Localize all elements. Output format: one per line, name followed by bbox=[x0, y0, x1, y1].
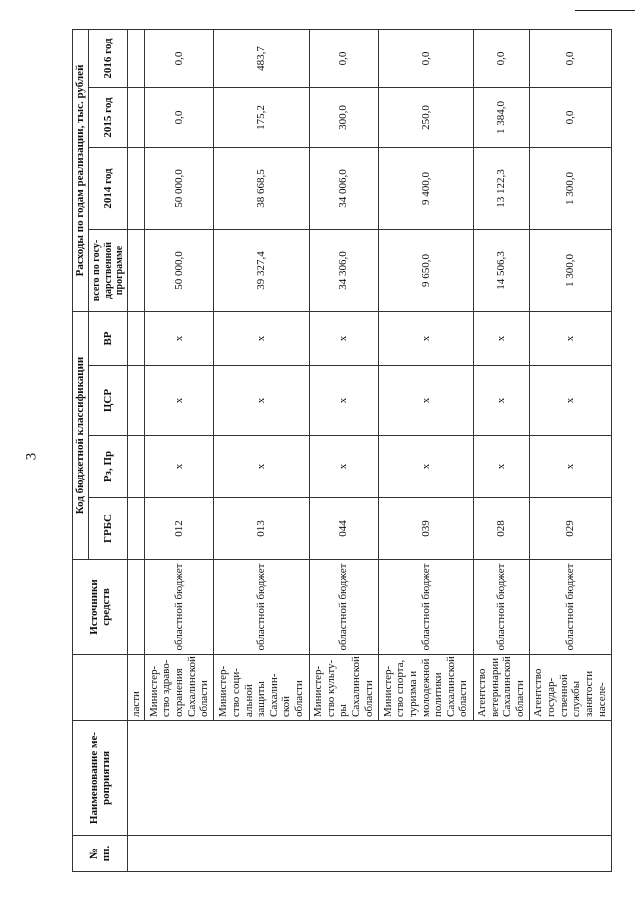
row-total: 9 650,0 bbox=[378, 230, 473, 312]
page-number: 3 bbox=[23, 452, 40, 461]
row-grbs: 013 bbox=[214, 498, 309, 560]
header-expenses: Расходы по годам реализации, тыс. рублей bbox=[73, 29, 89, 311]
row-2016: 0,0 bbox=[145, 29, 214, 87]
row-rz: х bbox=[145, 436, 214, 498]
row-grbs: 039 bbox=[378, 498, 473, 560]
header-2016: 2016 год bbox=[89, 29, 128, 87]
row-2015: 300,0 bbox=[309, 88, 378, 148]
row-vr: х bbox=[214, 312, 309, 366]
header-event-name: Наименование мероприятия bbox=[73, 721, 128, 836]
row-rz: х bbox=[529, 436, 611, 498]
row-org: Агентство ветеринарии Сахалинской области bbox=[473, 655, 529, 721]
row-csr: х bbox=[145, 366, 214, 436]
row-rz: х bbox=[309, 436, 378, 498]
cell-num-empty bbox=[128, 836, 612, 872]
corner-line bbox=[575, 10, 635, 11]
row-total: 50 000,0 bbox=[145, 230, 214, 312]
header-blank bbox=[73, 655, 128, 721]
header-2014: 2014 год bbox=[89, 148, 128, 230]
row-2015: 250,0 bbox=[378, 88, 473, 148]
row-2015: 0,0 bbox=[145, 88, 214, 148]
budget-table-rotated bbox=[72, 30, 612, 872]
row-grbs: 012 bbox=[145, 498, 214, 560]
row-org: Министерство культуры Сахалинской области bbox=[309, 655, 378, 721]
budget-table bbox=[72, 29, 612, 872]
row-source: областной бюджет bbox=[473, 560, 529, 655]
row-vr: х bbox=[473, 312, 529, 366]
row-source: областной бюджет bbox=[378, 560, 473, 655]
row-rz: х bbox=[473, 436, 529, 498]
row-vr: х bbox=[529, 312, 611, 366]
row-source: областной бюджет bbox=[145, 560, 214, 655]
row-vr: х bbox=[378, 312, 473, 366]
row-org: Агентство государственной службы занятости населе- bbox=[529, 655, 611, 721]
row-rz: х bbox=[378, 436, 473, 498]
header-2015: 2015 год bbox=[89, 88, 128, 148]
header-vr: ВР bbox=[89, 312, 128, 366]
row-org: Министерство социальной защиты Сахалинской области bbox=[214, 655, 309, 721]
row-2016: 483,7 bbox=[214, 29, 309, 87]
row-2016: 0,0 bbox=[529, 29, 611, 87]
row-vr: х bbox=[145, 312, 214, 366]
header-grbs: ГРБС bbox=[89, 498, 128, 560]
row-csr: х bbox=[529, 366, 611, 436]
row-2015: 0,0 bbox=[529, 88, 611, 148]
row-total: 34 306,0 bbox=[309, 230, 378, 312]
row-vr: х bbox=[309, 312, 378, 366]
header-rz: Рз, Пр bbox=[89, 436, 128, 498]
header-csr: ЦСР bbox=[89, 366, 128, 436]
row-2014: 1 300,0 bbox=[529, 148, 611, 230]
cell-event-empty bbox=[128, 721, 612, 836]
row-rz: х bbox=[214, 436, 309, 498]
row-2014: 34 006,0 bbox=[309, 148, 378, 230]
row-source: областной бюджет bbox=[214, 560, 309, 655]
header-sources: Источники средств bbox=[73, 560, 128, 655]
row-2016: 0,0 bbox=[309, 29, 378, 87]
row-2016: 0,0 bbox=[378, 29, 473, 87]
row-total: 39 327,4 bbox=[214, 230, 309, 312]
row-2016: 0,0 bbox=[473, 29, 529, 87]
row-2014: 50 000,0 bbox=[145, 148, 214, 230]
row-2014: 13 122,3 bbox=[473, 148, 529, 230]
header-total: всего по государственной программе bbox=[89, 230, 128, 312]
row-org: Министерство здравоохранения Сахалинской области bbox=[145, 655, 214, 721]
row-csr: х bbox=[473, 366, 529, 436]
row-total: 1 300,0 bbox=[529, 230, 611, 312]
row-grbs: 044 bbox=[309, 498, 378, 560]
header-budget-code: Код бюджетной классификации bbox=[73, 312, 89, 560]
row-source: областной бюджет bbox=[529, 560, 611, 655]
row-2014: 9 400,0 bbox=[378, 148, 473, 230]
row-total: 14 506,3 bbox=[473, 230, 529, 312]
row-2014: 38 668,5 bbox=[214, 148, 309, 230]
row-csr: х bbox=[309, 366, 378, 436]
continuation-cell: ласти bbox=[128, 655, 145, 721]
row-org: Министерство спорта, туризма и молодежной политики Сахалинской области bbox=[378, 655, 473, 721]
row-csr: х bbox=[214, 366, 309, 436]
row-grbs: 029 bbox=[529, 498, 611, 560]
row-grbs: 028 bbox=[473, 498, 529, 560]
row-csr: х bbox=[378, 366, 473, 436]
row-source: областной бюджет bbox=[309, 560, 378, 655]
row-2015: 175,2 bbox=[214, 88, 309, 148]
row-2015: 1 384,0 bbox=[473, 88, 529, 148]
header-num: № пп. bbox=[73, 836, 128, 872]
